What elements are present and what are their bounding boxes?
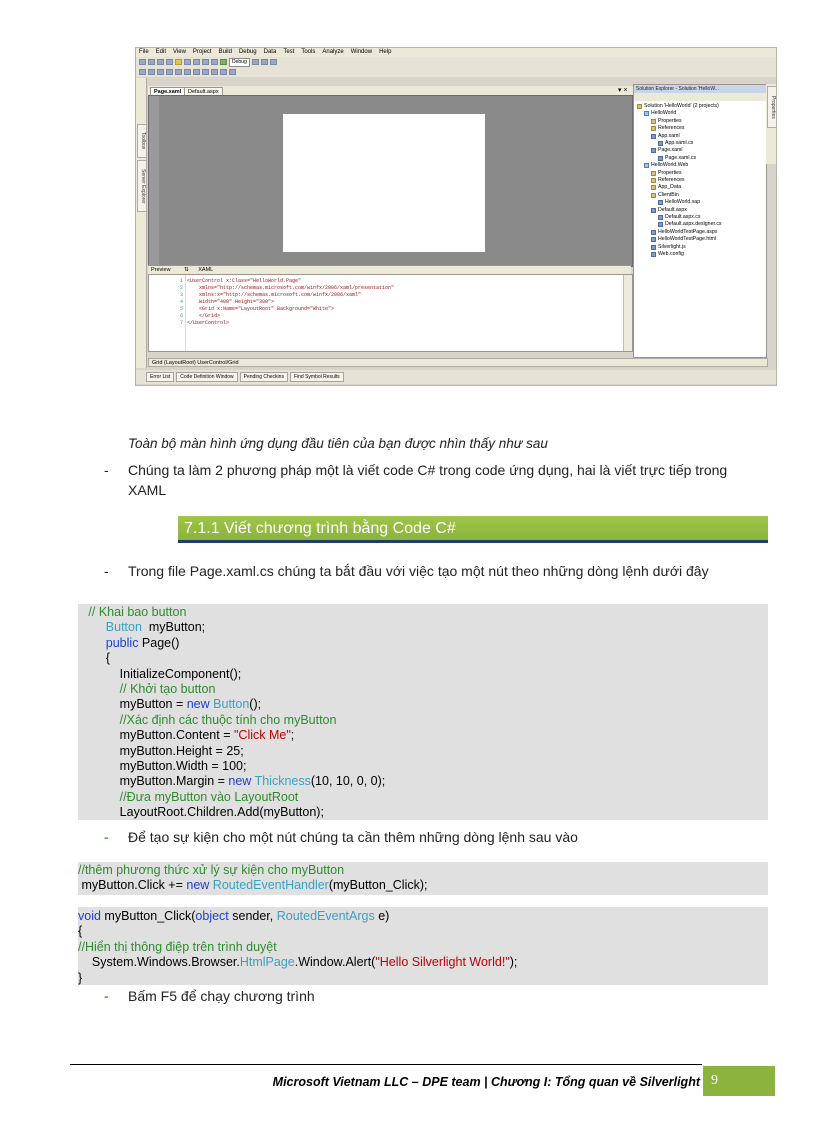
save-all-icon[interactable] <box>166 59 173 65</box>
code-line: public Page() <box>78 635 180 650</box>
swap-icon[interactable]: ⇅ <box>184 267 189 273</box>
properties-tab[interactable]: Properties <box>767 86 777 128</box>
code-line: myButton.Content = "Click Me"; <box>78 728 295 743</box>
tree-item[interactable] <box>651 133 680 140</box>
solution-explorer-toolbar[interactable] <box>634 93 766 101</box>
code-line: System.Windows.Browser.HtmlPage.Window.Alert("Hello Silverlight World!"); <box>78 955 518 970</box>
tree-item[interactable] <box>658 155 696 162</box>
code-line: LayoutRoot.Children.Add(myButton); <box>78 805 324 820</box>
usercontrol-canvas[interactable] <box>283 114 485 252</box>
tree-item-label: Properties <box>658 169 682 176</box>
code-line: myButton.Width = 100; <box>78 759 247 774</box>
file-icon <box>637 104 642 109</box>
tree-item-label: App.xaml.cs <box>665 140 694 146</box>
tree-item-label: Default.aspx.cs <box>665 214 701 220</box>
line-number: 3 <box>179 292 183 298</box>
paste-icon[interactable] <box>193 59 200 65</box>
tree-item-label: ClientBin <box>658 191 679 198</box>
next-bookmark-icon[interactable] <box>220 69 227 75</box>
prev-bookmark-icon[interactable] <box>211 69 218 75</box>
line-number: 7 <box>179 320 183 326</box>
align-center-icon[interactable] <box>148 69 155 75</box>
code-line: //Đưa myButton vào LayoutRoot <box>78 789 299 804</box>
bullet-dash: - <box>104 563 109 579</box>
code-line: //Hiển thị thông điệp trên trình duyệt <box>78 939 277 954</box>
tab-default-aspx[interactable]: Default.aspx <box>184 87 223 96</box>
bullet-add-event: Để tạo sự kiện cho một nút chúng ta cần thêm những dòng lệnh sau vào <box>128 829 578 845</box>
solution-explorer-icon[interactable] <box>261 59 268 65</box>
tree-item-label: References <box>658 177 685 183</box>
tree-item-label: Page.xaml.cs <box>665 154 697 161</box>
line-number: 4 <box>179 299 183 305</box>
code-line: InitializeComponent(); <box>78 666 242 681</box>
xaml-code-line[interactable]: </UserControl> <box>187 320 230 326</box>
file-icon <box>658 222 663 227</box>
project-icon <box>644 111 649 116</box>
tab-page-xaml[interactable]: Page.xaml <box>150 87 185 96</box>
preview-tab[interactable]: Preview <box>151 267 171 273</box>
error-list-tab[interactable]: Error List <box>146 372 174 382</box>
code-line: myButton.Height = 25; <box>78 743 244 758</box>
tree-item[interactable] <box>651 170 682 177</box>
folder-icon <box>651 126 656 131</box>
line-number: 1 <box>179 278 183 284</box>
copy-icon[interactable] <box>184 59 191 65</box>
bullet-run: Bấm F5 để chạy chương trình <box>128 988 315 1004</box>
code-block-handler <box>78 862 768 895</box>
menu-item-tools[interactable]: Tools <box>301 49 316 55</box>
editor-scrollbar[interactable] <box>623 275 632 351</box>
section-heading: 7.1.1 Viết chương trình bằng Code C# <box>178 516 768 543</box>
solution-explorer-title[interactable]: Solution Explorer - Solution 'HelloW... <box>634 85 766 93</box>
new-project-icon[interactable] <box>139 59 146 65</box>
tree-item-label: App_Data <box>658 184 682 191</box>
menu-item-debug[interactable]: Debug <box>238 49 257 55</box>
left-tool-tabs <box>136 78 147 368</box>
tree-item-label: Page.xaml <box>658 147 683 154</box>
tree-item[interactable] <box>658 221 722 228</box>
standard-toolbar[interactable] <box>136 57 776 67</box>
tree-item[interactable] <box>637 103 719 110</box>
outdent-icon[interactable] <box>175 69 182 75</box>
xaml-code-line[interactable]: <Grid x:Name="LayoutRoot" Background="White"> <box>187 306 335 312</box>
menu-item-project[interactable]: Project <box>192 49 212 55</box>
tree-item-label: Default.aspx <box>658 206 687 213</box>
bullet-dash: - <box>104 988 109 1004</box>
code-definition-tab[interactable]: Code Definition Window <box>176 372 237 382</box>
file-icon <box>651 237 656 242</box>
tree-item[interactable] <box>651 147 683 154</box>
menu-item-help[interactable]: Help <box>379 49 392 55</box>
code-line: } <box>78 970 83 985</box>
footer-text: Microsoft Vietnam LLC – DPE team | Chương I: Tổng quan về Silverlight <box>272 1075 700 1089</box>
uncomment-icon[interactable] <box>193 69 200 75</box>
bullet-dash: - <box>104 462 109 478</box>
menu-item-test[interactable]: Test <box>283 49 295 55</box>
tree-item[interactable] <box>658 199 700 206</box>
layout-toolbar[interactable] <box>136 67 776 77</box>
tree-item[interactable] <box>658 140 693 147</box>
folder-icon <box>651 178 656 183</box>
line-number: 6 <box>179 313 183 319</box>
tree-item-label: App.xaml <box>658 132 680 139</box>
code-line: Button myButton; <box>78 620 206 635</box>
right-tool-tabs <box>766 84 776 164</box>
open-icon[interactable] <box>148 59 155 65</box>
file-icon <box>658 156 663 161</box>
tree-item-label: Silverlight.js <box>658 243 686 250</box>
tree-item[interactable] <box>651 229 717 236</box>
file-icon <box>651 230 656 235</box>
tree-item-label: HelloWorld.Web <box>651 162 689 169</box>
tree-item[interactable] <box>651 192 679 199</box>
file-icon <box>651 148 656 153</box>
find-icon[interactable] <box>252 59 259 65</box>
code-line: // Khai bao button <box>78 605 187 619</box>
bullet-create-button: Trong file Page.xaml.cs chúng ta bắt đầu với việc tạo một nút theo những dòng lệnh dưới đây <box>128 563 709 579</box>
status-breadcrumb: Grid (LayoutRoot) UserControl/Grid <box>148 358 768 367</box>
tree-item-label: HelloWorldTestPage.html <box>658 236 717 243</box>
tree-item-label: Solution 'HelloWorld' (2 projects) <box>644 103 719 109</box>
tree-item[interactable] <box>651 125 685 132</box>
project-icon <box>644 163 649 168</box>
menu-item-edit[interactable]: Edit <box>155 49 167 55</box>
code-line: void myButton_Click(object sender, RoutedEventArgs e) <box>78 909 390 923</box>
file-icon <box>651 208 656 213</box>
tree-item[interactable] <box>651 207 687 214</box>
code-block-click <box>78 907 768 985</box>
tree-item[interactable] <box>651 184 681 191</box>
zoom-ruler[interactable] <box>149 96 159 266</box>
menu-item-data[interactable]: Data <box>263 49 277 55</box>
code-line: { <box>78 651 110 666</box>
tree-item[interactable] <box>651 177 685 184</box>
xaml-tab[interactable]: XAML <box>198 267 214 273</box>
xaml-code-line[interactable]: <UserControl x:Class="HelloWorld.Page" <box>187 278 302 284</box>
bookmark-icon[interactable] <box>202 69 209 75</box>
file-icon <box>651 245 656 250</box>
xaml-editor[interactable] <box>148 274 633 352</box>
cut-icon[interactable] <box>175 59 182 65</box>
indent-icon[interactable] <box>166 69 173 75</box>
tree-item[interactable] <box>651 251 684 258</box>
save-icon[interactable] <box>157 59 164 65</box>
menu-item-view[interactable]: View <box>173 49 186 55</box>
pending-checkins-tab[interactable]: Pending Checkins <box>240 372 288 382</box>
undo-icon[interactable] <box>202 59 209 65</box>
tree-item-label: HelloWorld.xap <box>665 199 701 206</box>
file-icon <box>658 200 663 205</box>
file-icon <box>651 252 656 257</box>
tree-item-label: Web.config <box>658 251 684 257</box>
bullet-methods: Chúng ta làm 2 phương pháp một là viết code C# trong code ứng dụng, hai là viết trực tiếp trong XAML <box>128 462 728 498</box>
figure-caption: Toàn bộ màn hình ứng dụng đầu tiên của bạn được nhìn thấy như sau <box>128 436 548 451</box>
properties-icon[interactable] <box>270 59 277 65</box>
ide-screenshot <box>135 47 777 386</box>
menu-item-window[interactable]: Window <box>350 49 373 55</box>
menu-item-build[interactable]: Build <box>218 49 232 55</box>
file-icon <box>658 215 663 220</box>
menu-item-analyze[interactable]: Analyze <box>322 49 344 55</box>
page-number: 9 <box>703 1066 775 1096</box>
design-surface[interactable] <box>148 95 633 267</box>
comment-icon[interactable] <box>184 69 191 75</box>
redo-icon[interactable] <box>211 59 218 65</box>
footer-rule <box>70 1064 702 1065</box>
line-number: 5 <box>179 306 183 312</box>
tree-item-label: Properties <box>658 117 682 124</box>
tree-item-label: Default.aspx.designer.cs <box>665 221 722 228</box>
solution-explorer <box>633 84 767 358</box>
code-line: { <box>78 924 83 939</box>
bottom-tool-tabs <box>136 370 776 384</box>
code-line: // Khởi tạo button <box>78 682 216 697</box>
configuration-combo[interactable]: Debug <box>229 58 250 67</box>
menu-bar[interactable] <box>136 48 776 57</box>
code-line: myButton.Margin = new Thickness(10, 10, 0, 0); <box>78 774 386 789</box>
tree-item-label: HelloWorldTestPage.aspx <box>658 228 718 235</box>
tree-item[interactable] <box>644 110 676 117</box>
tree-item[interactable] <box>651 236 716 243</box>
align-right-icon[interactable] <box>157 69 164 75</box>
file-icon <box>658 141 663 146</box>
tree-item[interactable] <box>651 244 686 251</box>
tree-item[interactable] <box>651 118 682 125</box>
tree-item[interactable] <box>658 214 700 221</box>
code-line: myButton.Click += new RoutedEventHandler(myButton_Click); <box>78 878 428 893</box>
close-icon[interactable]: ▾ × <box>618 87 628 94</box>
clear-bookmark-icon[interactable] <box>229 69 236 75</box>
toolbox-tab[interactable]: Toolbox <box>137 124 147 158</box>
code-line: //thêm phương thức xử lý sự kiện cho myButton <box>78 863 345 877</box>
xaml-code-line[interactable]: xmlns:x="http://schemas.microsoft.com/winfx/2006/xaml" <box>187 292 362 298</box>
code-line: //Xác định các thuộc tính cho myButton <box>78 712 337 727</box>
xaml-code-line[interactable]: Width="400" Height="300"> <box>187 299 275 305</box>
code-line: myButton = new Button(); <box>78 697 262 712</box>
xaml-code-line[interactable]: </Grid> <box>187 313 221 319</box>
xaml-code-line[interactable]: xmlns="http://schemas.microsoft.com/winfx/2006/xaml/presentation" <box>187 285 395 291</box>
start-debug-icon[interactable] <box>220 59 227 65</box>
folder-icon <box>651 193 656 198</box>
folder-icon <box>651 171 656 176</box>
tree-item-label: HelloWorld <box>651 110 677 117</box>
file-icon <box>651 134 656 139</box>
bullet-dash: - <box>104 829 109 845</box>
find-symbol-results-tab[interactable]: Find Symbol Results <box>290 372 344 382</box>
tree-item[interactable] <box>644 162 688 169</box>
code-block-button <box>78 604 768 820</box>
align-left-icon[interactable] <box>139 69 146 75</box>
folder-icon <box>651 185 656 190</box>
document-tabs <box>148 86 633 95</box>
line-number: 2 <box>179 285 183 291</box>
tree-item-label: References <box>658 125 685 132</box>
folder-icon <box>651 119 656 124</box>
server-explorer-tab[interactable]: Server Explorer <box>137 160 147 212</box>
menu-item-file[interactable]: File <box>139 49 149 55</box>
